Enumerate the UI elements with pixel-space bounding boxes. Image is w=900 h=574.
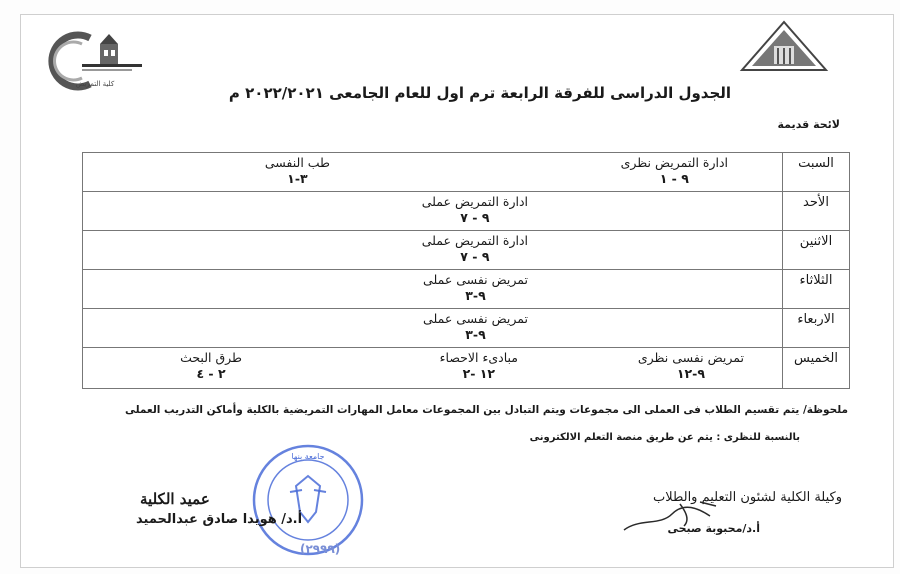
session-time: ٩-١٢ bbox=[676, 366, 705, 381]
note-practical: ملحوظة/ يتم تقسيم الطلاب فى العملى الى مجموعات ويتم التبادل بين المجموعات معامل المهارات التمريضية بالكلية وأماكن التدريب العملى bbox=[124, 404, 848, 416]
sessions-cell bbox=[83, 309, 783, 348]
sessions-cell bbox=[83, 348, 783, 389]
dean-name: أ.د/ هويدا صادق عبدالحميد bbox=[136, 512, 303, 527]
day-cell: الاربعاء bbox=[783, 309, 850, 348]
university-logo bbox=[738, 20, 830, 74]
schedule-table bbox=[82, 152, 850, 389]
dean-title: عميد الكلية bbox=[140, 490, 210, 508]
table-row bbox=[83, 153, 850, 192]
table-row bbox=[83, 309, 850, 348]
schedule-title: الجدول الدراسى للفرقة الرابعة ترم اول للعام الجامعى ٢٠٢٢/٢٠٢١ م bbox=[228, 84, 732, 102]
sessions-cell bbox=[83, 270, 783, 309]
vice-dean-title: وكيلة الكلية لشئون التعليم والطلاب bbox=[652, 490, 842, 505]
table-row bbox=[83, 270, 850, 309]
logo-caption: كلية التمريض bbox=[75, 80, 115, 88]
session-entry bbox=[180, 350, 242, 382]
session-time: ٩ - ٧ bbox=[460, 210, 490, 225]
stamp-ring-text: جامعة بنها bbox=[291, 452, 325, 461]
sessions-cell bbox=[83, 153, 783, 192]
session-entry bbox=[440, 350, 518, 382]
course-name: مبادىء الاحصاء bbox=[439, 350, 518, 365]
day-cell: السبت bbox=[783, 153, 850, 192]
table-row bbox=[83, 192, 850, 231]
course-name: تمريض نفسى عملى bbox=[423, 272, 528, 287]
session-time: ٩ - ٧ bbox=[460, 249, 490, 264]
course-name: طرق البحث bbox=[180, 350, 242, 365]
course-name: تمريض نفسى نظرى bbox=[637, 350, 744, 365]
note-theory: بالنسبة للنظرى : يتم عن طريق منصة التعلم الالكترونى bbox=[529, 432, 800, 443]
session-time: ٣-١ bbox=[287, 171, 308, 186]
session-time: ٩ - ١ bbox=[659, 171, 689, 186]
day-cell: الاثنين bbox=[783, 231, 850, 270]
table-row bbox=[83, 231, 850, 270]
table-row bbox=[83, 348, 850, 389]
regulation-label: لائحة قديمة bbox=[777, 118, 840, 131]
course-name: ادارة التمريض عملى bbox=[421, 194, 528, 209]
session-time: ٢ - ٤ bbox=[196, 366, 226, 381]
day-cell: الثلاثاء bbox=[783, 270, 850, 309]
session-entry bbox=[638, 350, 744, 382]
session-entry bbox=[422, 194, 528, 226]
session-entry bbox=[621, 155, 728, 187]
stamp-number: (٢٩٩٩) bbox=[300, 542, 341, 556]
course-name: تمريض نفسى عملى bbox=[423, 311, 528, 326]
session-entry bbox=[422, 233, 528, 265]
vice-dean-name: أ.د/محبوبة صبحى bbox=[667, 522, 760, 535]
session-time: ١٢ -٢ bbox=[462, 366, 496, 381]
sessions-cell bbox=[83, 192, 783, 231]
sessions-cell bbox=[83, 231, 783, 270]
course-name: ادارة التمريض عملى bbox=[421, 233, 528, 248]
session-time: ٩-٣ bbox=[465, 327, 486, 342]
session-entry bbox=[423, 272, 528, 304]
day-cell: الأحد bbox=[783, 192, 850, 231]
course-name: ادارة التمريض نظرى bbox=[620, 155, 728, 170]
session-entry bbox=[265, 155, 330, 187]
course-name: طب النفسى bbox=[264, 155, 330, 170]
session-time: ٩-٣ bbox=[465, 288, 486, 303]
session-entry bbox=[423, 311, 528, 343]
day-cell: الخميس bbox=[783, 348, 850, 389]
